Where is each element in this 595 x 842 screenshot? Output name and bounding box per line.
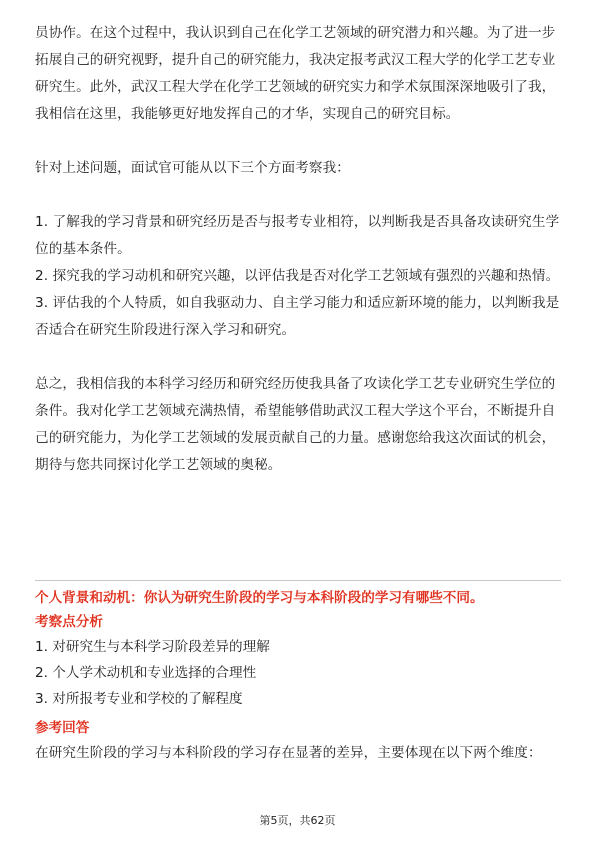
analysis-point: 1. 对研究生与本科学习阶段差异的理解 (35, 639, 270, 655)
answer-title: 参考回答 (35, 720, 90, 736)
question-heading: 个人背景和动机：你认为研究生阶段的学习与本科阶段的学习有哪些不同。 (35, 590, 484, 606)
section-divider (35, 580, 561, 581)
intro-paragraph-1: 员协作。在这个过程中，我认识到自己在化学工艺领域的研究潜力和兴趣。为了进一步拓展自己的研究视野，提升自己的研究能力，我决定报考武汉工程大学的化学工艺专业研究生。此外，武汉工程大学在化学工艺领域的研究实力和学术氛围深深地吸引了我，我相信在这里，我能够更好地发挥自己的才华，实现自己的研究目标。 (35, 25, 556, 122)
intro-paragraph-2: 针对上述问题，面试官可能从以下三个方面考察我： (35, 160, 350, 176)
analysis-title: 考察点分析 (35, 614, 103, 630)
page-footer: 第5页，共62页 (259, 814, 336, 827)
analysis-point: 2. 个人学术动机和专业选择的合理性 (35, 665, 257, 681)
analysis-point: 3. 对所报考专业和学校的了解程度 (35, 691, 243, 707)
conclusion-paragraph: 总之，我相信我的本科学习经历和研究经历使我具备了攻读化学工艺专业研究生学位的条件。我对化学工艺领域充满热情，希望能够借助武汉工程大学这个平台，不断提升自己的研究能力，为化学工艺领域的发展贡献自己的力量。感谢您给我这次面试的机会，期待与您共同探讨化学工艺领域的奥秘。 (35, 376, 556, 473)
list-item: 3. 评估我的个人特质，如自我驱动力、自主学习能力和适应新环境的能力，以判断我是否适合在研究生阶段进行深入学习和研究。 (35, 295, 560, 338)
question-section (35, 586, 561, 767)
page-content (35, 20, 561, 479)
list-item: 2. 探究我的学习动机和研究兴趣，以评估我是否对化学工艺领域有强烈的兴趣和热情。 (35, 268, 560, 284)
answer-paragraph: 在研究生阶段的学习与本科阶段的学习存在显著的差异，主要体现在以下两个维度： (35, 745, 542, 761)
list-item: 1. 了解我的学习背景和研究经历是否与报考专业相符，以判断我是否具备攻读研究生学位的基本条件。 (35, 214, 560, 257)
